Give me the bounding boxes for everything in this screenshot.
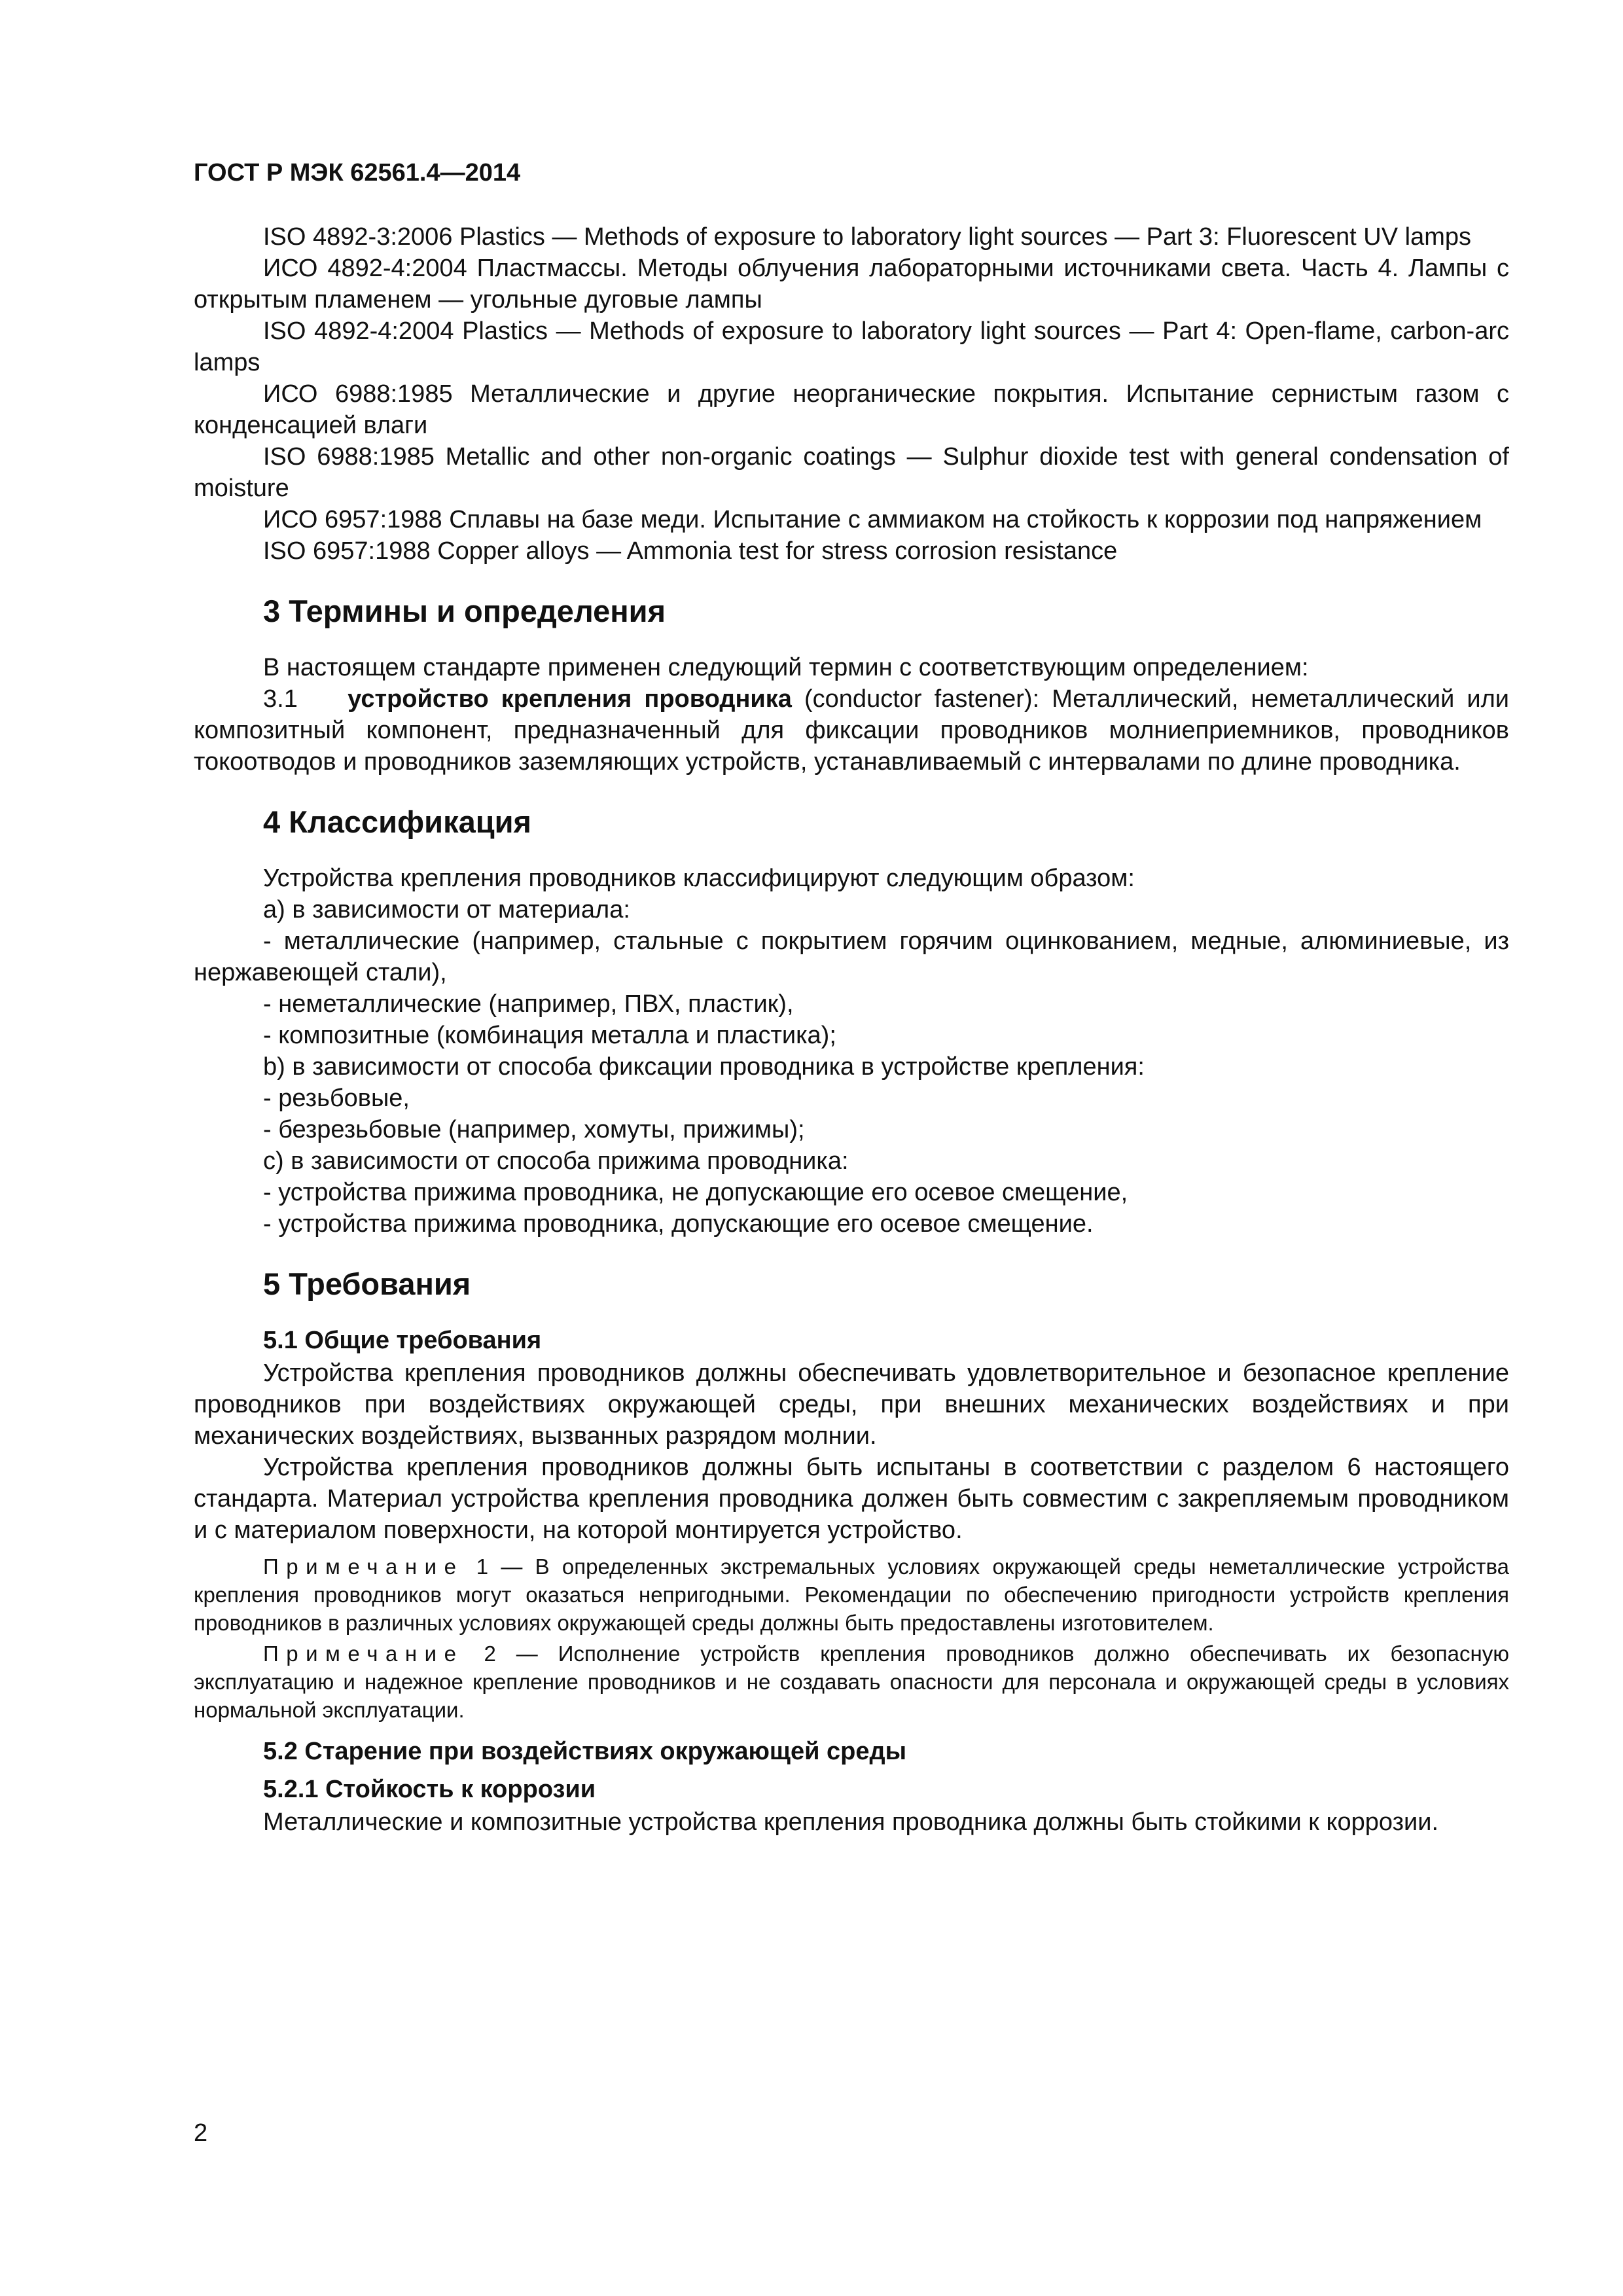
note-label: Примечание bbox=[263, 1554, 464, 1579]
list-item: - устройства прижима проводника, не допускающие его осевое смещение, bbox=[263, 1179, 1128, 1206]
list-item: b) в зависимости от способа фиксации проводника в устройстве крепления: bbox=[263, 1053, 1145, 1081]
document-header: ГОСТ Р МЭК 62561.4—2014 bbox=[194, 159, 521, 187]
reference-item: ISO 4892-4:2004 Plastics — Methods of exposure to laboratory light sources — Part 4: Open-flame, carbon-arc lamps bbox=[194, 317, 1509, 376]
list-item: - металлические (например, стальные с покрытием горячим оцинкованием, медные, алюминиевые, из нержавеющей стали), bbox=[194, 927, 1509, 986]
reference-item: ISO 6988:1985 Metallic and other non-organic coatings — Sulphur dioxide test with general condensation of moisture bbox=[194, 443, 1509, 502]
section-3-heading: 3 Термины и определения bbox=[263, 594, 666, 628]
list-item: - устройства прижима проводника, допускающие его осевое смещение. bbox=[263, 1210, 1094, 1238]
list-item: - неметаллические (например, ПВХ, пластик), bbox=[263, 990, 794, 1018]
term-name: устройство крепления проводника bbox=[348, 685, 792, 713]
section-5-2-1-heading: 5.2.1 Стойкость к коррозии bbox=[263, 1776, 596, 1803]
paragraph: Устройства крепления проводников должны обеспечивать удовлетворительное и безопасное крепление проводников при воздействиях окружающей среды, при внешних механических воздействиях и при механических воздействиях, вызванных разрядом молнии. bbox=[194, 1359, 1509, 1450]
note-1 bbox=[194, 1552, 1509, 1637]
classification-list bbox=[194, 863, 1509, 1240]
list-item: - резьбовые, bbox=[263, 1085, 410, 1112]
term-number: 3.1 bbox=[263, 685, 298, 713]
list-item: с) в зависимости от способа прижима проводника: bbox=[263, 1147, 849, 1175]
note-label: Примечание bbox=[263, 1641, 464, 1666]
list-item: - композитные (комбинация металла и пластика); bbox=[263, 1022, 836, 1049]
section-5-2-heading: 5.2 Старение при воздействиях окружающей среды bbox=[263, 1738, 907, 1765]
term-definition bbox=[194, 683, 1509, 778]
reference-item: ISO 6957:1988 Copper alloys — Ammonia test for stress corrosion resistance bbox=[263, 537, 1118, 565]
term-text: (conductor fastener): Металлический, неметаллический или композитный компонент, предназначенный для фиксации проводников молниеприемников, проводников токоотводов и проводников заземляющих устройств, устанавливаемый с интервалами по длине проводника. bbox=[194, 685, 1510, 776]
list-item: Устройства крепления проводников классифицируют следующим образом: bbox=[263, 865, 1135, 892]
note-text: 1 — В определенных экстремальных условиях окружающей среды неметаллические устройства крепления проводников могут оказаться непригодными. Рекомендации по обеспечению пригодности устройств крепления проводников в различных условиях окружающей среды должны быть предоставлены изготовителем. bbox=[194, 1554, 1509, 1635]
reference-item: ИСО 4892-4:2004 Пластмассы. Методы облучения лабораторными источниками света. Часть 4. Лампы с открытым пламенем — угольные дуговые лампы bbox=[194, 255, 1509, 314]
reference-item: ИСО 6988:1985 Металлические и другие неорганические покрытия. Испытание сернистым газом с конденсацией влаги bbox=[194, 380, 1509, 439]
page-number: 2 bbox=[194, 2119, 208, 2147]
reference-item: ISO 4892-3:2006 Plastics — Methods of exposure to laboratory light sources — Part 3: Fluorescent UV lamps bbox=[263, 223, 1471, 251]
list-item: а) в зависимости от материала: bbox=[263, 896, 630, 924]
section-5-heading: 5 Требования bbox=[263, 1266, 471, 1301]
section-4-heading: 4 Классификация bbox=[263, 804, 531, 839]
references-list bbox=[194, 221, 1509, 567]
paragraph: Устройства крепления проводников должны быть испытаны в соответствии с разделом 6 настоящего стандарта. Материал устройства крепления проводника должен быть совместим с закрепляемым проводником и с материалом поверхности, на которой монтируется устройство. bbox=[194, 1454, 1509, 1544]
section-3-intro: В настоящем стандарте применен следующий термин с соответствующим определением: bbox=[263, 654, 1309, 681]
document-page bbox=[194, 157, 1509, 1838]
section-5-1-heading: 5.1 Общие требования bbox=[263, 1327, 542, 1354]
note-2 bbox=[194, 1640, 1509, 1724]
list-item: - безрезьбовые (например, хомуты, прижимы); bbox=[263, 1116, 805, 1143]
note-text: 2 — Исполнение устройств крепления проводников должно обеспечивать их безопасную эксплуатацию и надежное крепление проводников и не создавать опасности для персонала и окружающей среды в условиях нормальной эксплуатации. bbox=[194, 1641, 1509, 1722]
paragraph: Металлические и композитные устройства крепления проводника должны быть стойкими к коррозии. bbox=[263, 1808, 1439, 1836]
reference-item: ИСО 6957:1988 Сплавы на базе меди. Испытание с аммиаком на стойкость к коррозии под напряжением bbox=[263, 506, 1482, 533]
